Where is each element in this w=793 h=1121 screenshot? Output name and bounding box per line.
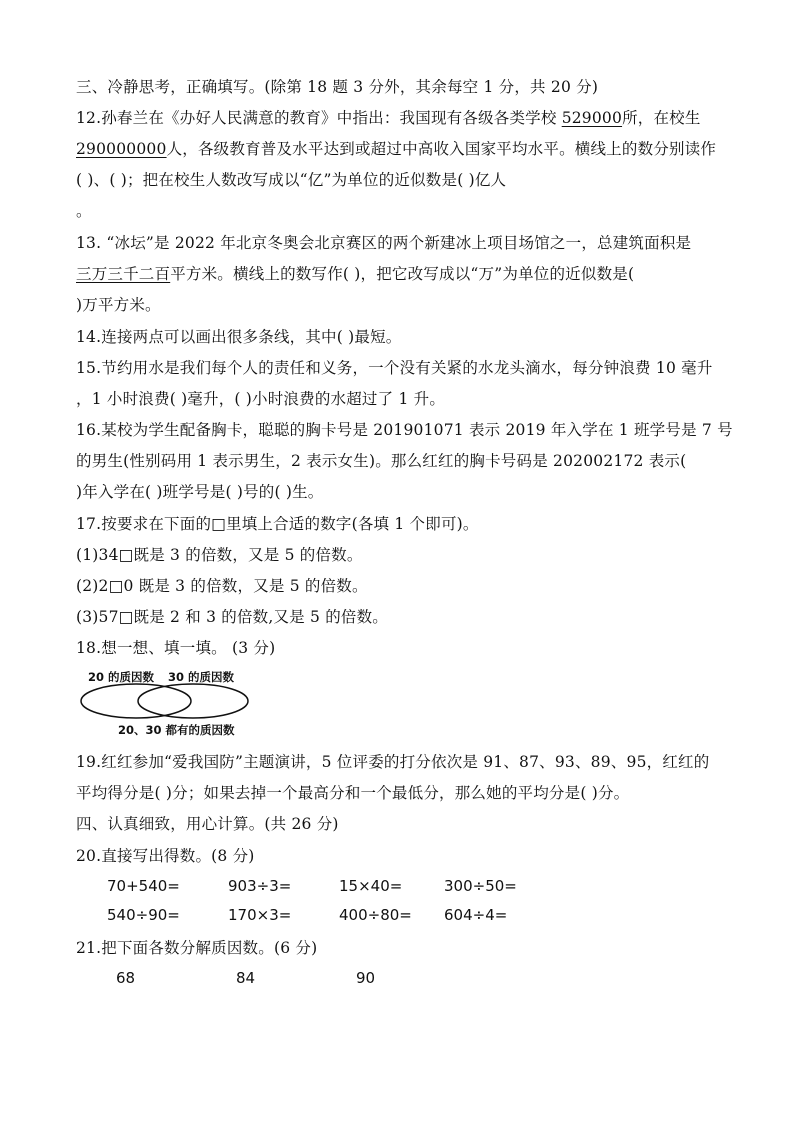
q13-underlined-area: 三万三千二百 [76, 265, 171, 283]
q16-line-2: 的男生(性别码用 1 表示男生，2 表示女生)。那么红红的胸卡号码是 202002172 表示( [76, 452, 687, 470]
venn-left-label: 20 的质因数 [88, 670, 155, 684]
q12-line-2: 290000000人，各级教育普及水平达到或超过中高收入国家平均水平。横线上的数分别读作 [76, 140, 717, 158]
q16-line-3: )年入学在( )班学号是( )号的( )生。 [76, 483, 324, 501]
calc-item: 604÷4= [444, 906, 508, 924]
q15-line-2: ，1 小时浪费( )毫升，( )小时浪费的水超过了 1 升。 [76, 390, 446, 408]
q17-line-1: 17.按要求在下面的□里填上合适的数字(各填 1 个即可)。 [76, 515, 479, 533]
venn-right-ellipse [138, 684, 248, 718]
calc-item: 15×40= [339, 877, 403, 895]
question-21: 21.把下面各数分解质因数。(6 分) [76, 939, 318, 957]
q13-line-3: )万平方米。 [76, 296, 161, 314]
q12-line-3: ( )、( )；把在校生人数改写成以“亿”为单位的近似数是( )亿人 [76, 171, 507, 189]
factor-number: 90 [356, 969, 376, 987]
q12-underlined-students: 290000000 [76, 140, 167, 158]
calc-item: 903÷3= [228, 877, 292, 895]
venn-bottom-label: 20、30 都有的质因数 [118, 723, 235, 737]
q12-underlined-schools: 529000 [561, 109, 623, 127]
venn-diagram [78, 665, 253, 737]
question-20: 20.直接写出得数。(8 分) [76, 847, 255, 865]
section-3-heading: 三、冷静思考，正确填写。(除第 18 题 3 分外，其余每空 1 分，共 20 分) [76, 78, 599, 96]
calc-item: 400÷80= [339, 906, 412, 924]
factor-number: 68 [116, 969, 136, 987]
q12-line-4: 。 [76, 202, 92, 220]
q17-part-3: (3)57□既是 2 和 3 的倍数,又是 5 的倍数。 [76, 608, 388, 626]
q16-line-1: 16.某校为学生配备胸卡，聪聪的胸卡号是 201901071 表示 2019 年入学在 1 班学号是 7 号 [76, 421, 733, 439]
factor-number: 84 [236, 969, 256, 987]
question-18: 18.想一想、填一填。 (3 分) [76, 639, 276, 657]
calc-item: 540÷90= [107, 906, 180, 924]
q12-line-1: 12.孙春兰在《办好人民满意的教育》中指出：我国现有各级各类学校 529000所，在校生 [76, 109, 701, 127]
q13-line-1: 13. “冰坛”是 2022 年北京冬奥会北京赛区的两个新建冰上项目场馆之一，总建筑面积是 [76, 234, 692, 252]
section-4-heading: 四、认真细致，用心计算。(共 26 分) [76, 815, 339, 833]
q19-line-2: 平均得分是( )分；如果去掉一个最高分和一个最低分，那么她的平均分是( )分。 [76, 784, 630, 802]
venn-right-label: 30 的质因数 [168, 670, 235, 684]
calc-item: 170×3= [228, 906, 292, 924]
q17-part-1: (1)34□既是 3 的倍数，又是 5 的倍数。 [76, 546, 363, 564]
q13-line-2: 三万三千二百平方米。横线上的数写作( )，把它改写成以“万”为单位的近似数是( [76, 265, 635, 283]
q17-part-2: (2)2□0 既是 3 的倍数，又是 5 的倍数。 [76, 577, 368, 595]
calc-item: 300÷50= [444, 877, 517, 895]
venn-left-ellipse [81, 684, 191, 718]
q15-line-1: 15.节约用水是我们每个人的责任和义务，一个没有关紧的水龙头滴水，每分钟浪费 10 毫升 [76, 359, 713, 377]
q19-line-1: 19.红红参加“爱我国防”主题演讲，5 位评委的打分依次是 91、87、93、89、95，红红的 [76, 753, 710, 771]
question-14: 14.连接两点可以画出很多条线，其中( )最短。 [76, 328, 402, 346]
calc-item: 70+540= [107, 877, 180, 895]
